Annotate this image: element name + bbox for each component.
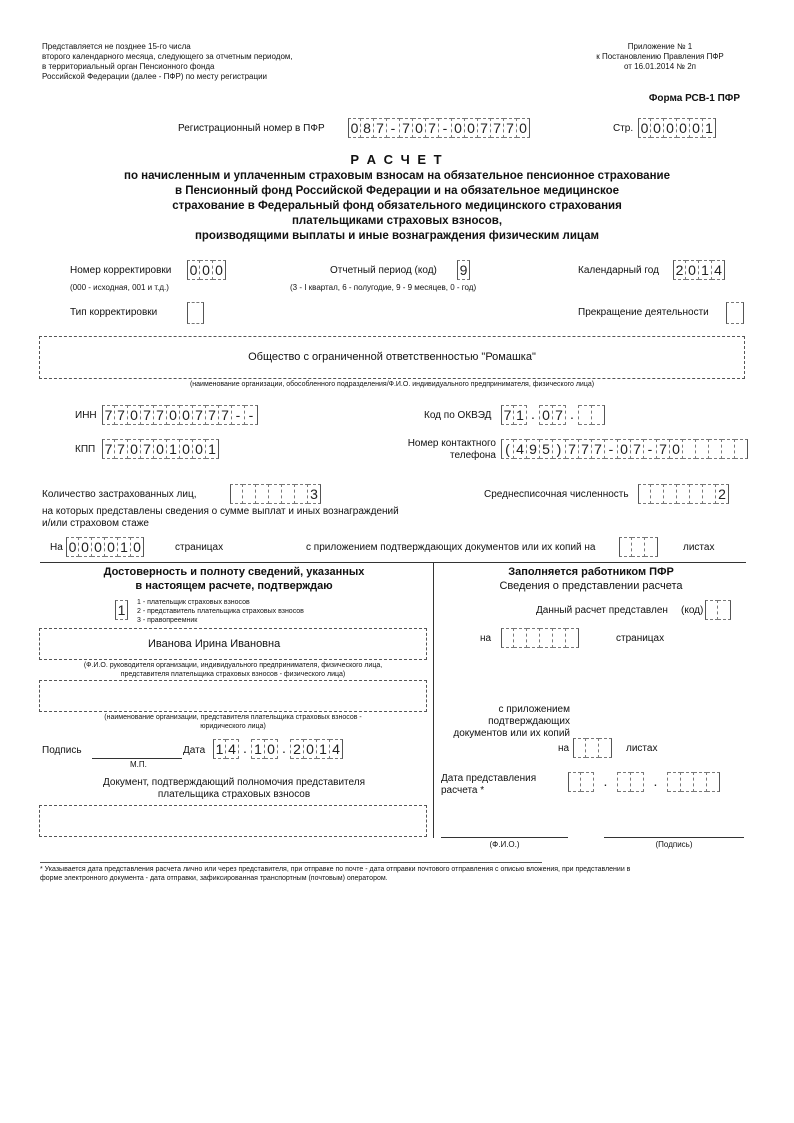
submission-date-dot: . xyxy=(594,772,618,792)
phone-cell: 0 xyxy=(618,439,631,459)
submission-notice xyxy=(42,42,372,82)
pfr-block-title: Заполняется работником ПФР xyxy=(508,566,674,578)
registration-cell: 7 xyxy=(400,118,413,138)
average-headcount-cell xyxy=(638,484,651,504)
termination-cell[interactable] xyxy=(726,302,744,322)
submission-date-cell xyxy=(668,772,681,792)
report-period-cell: 9 xyxy=(457,260,470,280)
phone-cell: 4 xyxy=(514,439,527,459)
date-cell: 1 xyxy=(317,739,330,759)
pages-cell: 0 xyxy=(79,537,92,557)
page-cell: 0 xyxy=(664,118,677,138)
registration-cell: 0 xyxy=(413,118,426,138)
insured-count-cell xyxy=(269,484,282,504)
submission-date-cell xyxy=(694,772,707,792)
year-cell: 4 xyxy=(712,260,725,280)
year-cell: 0 xyxy=(686,260,699,280)
date-cell: 4 xyxy=(226,739,239,759)
page-label: Стр. xyxy=(613,123,634,134)
termination-box xyxy=(726,302,744,324)
pfr-attachments-prefix: на xyxy=(558,743,570,754)
signer-name-field[interactable] xyxy=(39,628,427,660)
okved-cell: 7 xyxy=(501,405,514,425)
registration-cell: 0 xyxy=(452,118,465,138)
pfr-pages-prefix: на xyxy=(480,633,492,644)
pfr-pages-cells[interactable] xyxy=(501,628,579,648)
authority-document-title xyxy=(40,777,428,801)
kpp-cell: 7 xyxy=(141,439,154,459)
submission-date-cell xyxy=(707,772,720,792)
inn-cell: 7 xyxy=(102,405,115,425)
signature-label: Подпись xyxy=(42,745,82,756)
date-cell: 4 xyxy=(330,739,343,759)
submission-method-cells[interactable] xyxy=(705,600,731,620)
pfr-pages-cell xyxy=(553,628,566,648)
registration-cell: - xyxy=(387,118,400,138)
pfr-pages-cell xyxy=(540,628,553,648)
phone-cell xyxy=(722,439,735,459)
average-headcount-cell xyxy=(651,484,664,504)
kpp-cell: 0 xyxy=(154,439,167,459)
pfr-pages-cell xyxy=(566,628,579,648)
submission-date-cell xyxy=(568,772,581,792)
pfr-attachments-cell xyxy=(586,738,599,758)
attachments-cell xyxy=(645,537,658,557)
pages-suffix: страницах xyxy=(175,542,224,553)
subtitle-line: в Пенсионный фонд Российской Федерации и на обязательное медицинское xyxy=(174,185,620,197)
inn-cell: 0 xyxy=(167,405,180,425)
page-cell: 0 xyxy=(677,118,690,138)
signer-option: 2 - представитель плательщика страховых взносов xyxy=(137,608,304,615)
inn-cell: 0 xyxy=(180,405,193,425)
okved-cell xyxy=(579,405,592,425)
submission-date-cell xyxy=(631,772,644,792)
confirmation-title-line: Достоверность и полноту сведений, указанных xyxy=(103,566,365,578)
authority-document-field[interactable] xyxy=(39,805,427,837)
confirmation-title-line: в настоящем расчете, подтверждаю xyxy=(135,580,333,592)
inn-cell: - xyxy=(232,405,245,425)
pfr-pages-cell xyxy=(514,628,527,648)
report-period-cells[interactable] xyxy=(457,260,470,280)
pfr-attachments-line: документов или их копий xyxy=(453,728,570,739)
inn-cell: 7 xyxy=(115,405,128,425)
phone-cell: - xyxy=(644,439,657,459)
phone-cell: 9 xyxy=(527,439,540,459)
inn-cell: 0 xyxy=(128,405,141,425)
pages-cell: 0 xyxy=(105,537,118,557)
signer-option: 1 - плательщик страховых взносов xyxy=(137,599,250,606)
notice-line: второго календарного месяца, следующего за отчетным периодом, xyxy=(42,52,293,61)
average-headcount-cell xyxy=(703,484,716,504)
okved-cell xyxy=(592,405,605,425)
signer-type-options xyxy=(137,598,304,625)
signer-type-value: 1 xyxy=(115,600,128,620)
pfr-pages-suffix: страницах xyxy=(616,633,665,644)
subtitle-line: производящими выплаты и иные вознаграждения физическим лицам xyxy=(194,230,600,242)
phone-label-line: телефона xyxy=(450,450,496,461)
phone-cell xyxy=(709,439,722,459)
pfr-attachments-cell xyxy=(573,738,586,758)
termination-label: Прекращение деятельности xyxy=(578,307,709,318)
pages-cell: 0 xyxy=(66,537,79,557)
phone-cells[interactable] xyxy=(501,439,748,459)
signer-hint-line: представителя плательщика страховых взносов - физического лица) xyxy=(120,671,346,678)
kpp-cell: 7 xyxy=(115,439,128,459)
signer-name: Иванова Ирина Ивановна xyxy=(148,638,281,650)
appendix-line: от 16.01.2014 № 2п xyxy=(623,62,696,71)
date-cell: 1 xyxy=(213,739,226,759)
calendar-year-label: Календарный год xyxy=(578,265,659,276)
signature-line[interactable] xyxy=(92,758,182,759)
insured-count-cell xyxy=(295,484,308,504)
insured-count-line: и/или страховом стаже xyxy=(42,518,149,529)
pfr-block-subtitle: Сведения о представлении расчета xyxy=(499,580,683,592)
section-divider xyxy=(40,562,746,563)
inn-cells[interactable] xyxy=(102,405,258,425)
pfr-attachments-line: подтверждающих xyxy=(488,716,570,727)
date-cell: 1 xyxy=(252,739,265,759)
phone-cell: ( xyxy=(501,439,514,459)
registration-cell: 7 xyxy=(426,118,439,138)
pages-cell: 0 xyxy=(92,537,105,557)
registration-cell: 8 xyxy=(361,118,374,138)
submitted-label: Данный расчет представлен xyxy=(536,605,668,616)
subtitle-line: по начисленным и уплаченным страховым взносам на обязательное пенсионное страхование xyxy=(124,170,670,182)
page-cell: 0 xyxy=(638,118,651,138)
organization-name-field[interactable] xyxy=(39,336,745,379)
phone-cell xyxy=(735,439,748,459)
attachments-cells[interactable] xyxy=(619,537,658,557)
date-cell: 0 xyxy=(304,739,317,759)
submission-date-cell xyxy=(681,772,694,792)
registration-number-cells[interactable] xyxy=(348,118,530,138)
attachments-label: с приложением подтверждающих документов или их копий на xyxy=(306,542,596,553)
representative-org-field[interactable] xyxy=(39,680,427,712)
report-period-hint: (3 - I квартал, 6 - полугодие, 9 - 9 месяцев, 0 - год) xyxy=(290,283,477,292)
insured-count-cell xyxy=(243,484,256,504)
notice-line: в территориальный орган Пенсионного фонда xyxy=(42,62,215,71)
form-name: Форма РСВ-1 ПФР xyxy=(648,93,740,104)
notice-line: Российской Федерации (далее - ПФР) по месту регистрации xyxy=(42,72,268,81)
inn-cell: 7 xyxy=(193,405,206,425)
correction-number-label: Номер корректировки xyxy=(70,265,172,276)
pfr-attachments-suffix: листах xyxy=(626,743,658,754)
registration-cell: - xyxy=(439,118,452,138)
okved-dot: . xyxy=(566,405,579,425)
average-headcount-cell xyxy=(664,484,677,504)
kpp-cell: 0 xyxy=(128,439,141,459)
report-period-label: Отчетный период (код) xyxy=(330,265,437,276)
signer-hint-line: (Ф.И.О. руководителя организации, индивидуального предпринимателя, физического лица, xyxy=(83,662,383,669)
phone-cell: 5 xyxy=(540,439,553,459)
okved-label: Код по ОКВЭД xyxy=(424,410,492,421)
page-number-cells[interactable] xyxy=(638,118,716,138)
insured-count-cell: 3 xyxy=(308,484,321,504)
insured-count-cell xyxy=(282,484,295,504)
phone-cell: 7 xyxy=(631,439,644,459)
inn-cell: 7 xyxy=(141,405,154,425)
authority-document-line: плательщика страховых взносов xyxy=(157,789,311,800)
pfr-fio-label: (Ф.И.О.) xyxy=(489,840,520,849)
representative-hint-line: (наименование организации, представителя плательщика страховых взносов - xyxy=(104,714,362,721)
okved-cell: 0 xyxy=(540,405,553,425)
pages-cell: 0 xyxy=(131,537,144,557)
kpp-label: КПП xyxy=(75,444,96,455)
page-cell: 0 xyxy=(651,118,664,138)
okved-cell: 7 xyxy=(553,405,566,425)
okved-cells[interactable] xyxy=(501,405,605,425)
footnote-line: * Указывается дата представления расчета лично или через представителя, при отправке по почте - дата отправки почтового отправления с описью вложения, при представлении в xyxy=(40,866,631,873)
registration-cell: 7 xyxy=(374,118,387,138)
footnote-divider xyxy=(40,862,542,863)
date-cell: 2 xyxy=(291,739,304,759)
correction-cell: 0 xyxy=(200,260,213,280)
average-headcount-label: Среднесписочная численность xyxy=(484,489,629,500)
appendix-reference xyxy=(560,42,760,72)
attachments-suffix: листах xyxy=(683,542,715,553)
attachments-cell xyxy=(619,537,632,557)
subtitle-line: плательщиками страховых взносов, xyxy=(291,215,503,227)
registration-cell: 7 xyxy=(504,118,517,138)
date-label: Дата xyxy=(183,745,206,756)
pages-prefix: На xyxy=(50,542,63,553)
pfr-attachments-label xyxy=(440,704,570,740)
okved-dot: . xyxy=(527,405,540,425)
representative-hint-line: юридического лица) xyxy=(200,723,266,730)
inn-label: ИНН xyxy=(75,410,97,421)
pages-cell: 1 xyxy=(118,537,131,557)
phone-cell: 0 xyxy=(670,439,683,459)
submission-date-label xyxy=(441,773,536,797)
okved-cell: 1 xyxy=(514,405,527,425)
pfr-pages-cell xyxy=(501,628,514,648)
correction-cell: 0 xyxy=(187,260,200,280)
signer-name-hint xyxy=(39,661,427,679)
phone-label-line: Номер контактного xyxy=(407,438,496,449)
pfr-attachments-cell xyxy=(599,738,612,758)
date-dot: . xyxy=(239,739,252,759)
inn-cell: - xyxy=(245,405,258,425)
kpp-cell: 0 xyxy=(180,439,193,459)
column-divider xyxy=(433,562,434,838)
submission-method-cell xyxy=(705,600,718,620)
submission-method-cell xyxy=(718,600,731,620)
representative-org-hint xyxy=(39,713,427,731)
registration-label: Регистрационный номер в ПФР xyxy=(178,123,325,134)
phone-cell xyxy=(683,439,696,459)
average-headcount-cell xyxy=(690,484,703,504)
subtitle-line: страхование в Федеральный фонд обязательного медицинского страхования xyxy=(172,200,622,212)
insured-count-line: на которых представлены сведения о сумме выплат и иных вознаграждений xyxy=(42,506,399,517)
pfr-pages-cell xyxy=(527,628,540,648)
registration-cell: 0 xyxy=(465,118,478,138)
insured-count-cells[interactable] xyxy=(230,484,321,504)
kpp-cell: 0 xyxy=(193,439,206,459)
calendar-year-cells[interactable] xyxy=(673,260,725,280)
phone-label xyxy=(386,438,496,462)
correction-type-label: Тип корректировки xyxy=(70,307,158,318)
pfr-attachments-line: с приложением xyxy=(498,704,570,715)
average-headcount-cell xyxy=(677,484,690,504)
phone-cell: 7 xyxy=(657,439,670,459)
insured-count-cell xyxy=(230,484,243,504)
form-subtitle xyxy=(40,169,754,244)
phone-cell: - xyxy=(605,439,618,459)
form-title: Р А С Ч Е Т xyxy=(350,152,444,167)
phone-cell: 7 xyxy=(579,439,592,459)
submission-date-cell xyxy=(618,772,631,792)
correction-cell: 0 xyxy=(213,260,226,280)
year-cell: 1 xyxy=(699,260,712,280)
inn-cell: 7 xyxy=(219,405,232,425)
registration-cell: 0 xyxy=(348,118,361,138)
correction-hint: (000 - исходная, 001 и т.д.) xyxy=(70,283,169,292)
pfr-fio-line[interactable] xyxy=(441,837,568,838)
stamp-label: М.П. xyxy=(130,760,147,769)
insured-count-line: Количество застрахованных лиц, xyxy=(42,489,197,500)
correction-number-cells[interactable] xyxy=(187,260,226,280)
correction-type-cell[interactable] xyxy=(187,302,204,322)
page-cell: 1 xyxy=(703,118,716,138)
submission-date-line: Дата представления xyxy=(441,773,537,784)
notice-line: Представляется не позднее 15-го числа xyxy=(42,42,191,51)
page-cell: 0 xyxy=(690,118,703,138)
submission-date-line: расчета * xyxy=(441,785,485,796)
footnote-line: форме электронного документа - дата отправки, зафиксированная транспортным (почтовым) оператором. xyxy=(40,875,388,882)
inn-cell: 7 xyxy=(154,405,167,425)
phone-cell: 7 xyxy=(592,439,605,459)
organization-name: Общество с ограниченной ответственностью "Ромашка" xyxy=(248,351,536,363)
average-headcount-cells[interactable] xyxy=(638,484,729,504)
organization-hint: (наименование организации, обособленного подразделения/Ф.И.О. индивидуального предпринимателя, физического лица) xyxy=(189,381,595,388)
kpp-cell: 7 xyxy=(102,439,115,459)
authority-document-line: Документ, подтверждающий полномочия представителя xyxy=(103,777,365,788)
date-cell: 0 xyxy=(265,739,278,759)
signature-date-cells[interactable] xyxy=(213,739,343,759)
phone-cell: 7 xyxy=(566,439,579,459)
phone-cell: ) xyxy=(553,439,566,459)
submission-date-cells[interactable] xyxy=(568,772,720,792)
pages-count-cells[interactable] xyxy=(66,537,144,557)
year-cell: 2 xyxy=(673,260,686,280)
kpp-cell: 1 xyxy=(167,439,180,459)
footnote xyxy=(40,865,750,883)
phone-cell xyxy=(696,439,709,459)
correction-type-box xyxy=(187,302,204,324)
signer-type-cell[interactable] xyxy=(115,600,128,620)
date-dot: . xyxy=(278,739,291,759)
kpp-cells[interactable] xyxy=(102,439,219,459)
registration-cell: 7 xyxy=(478,118,491,138)
appendix-line: Приложение № 1 xyxy=(627,42,693,51)
kpp-cell: 1 xyxy=(206,439,219,459)
registration-cell: 0 xyxy=(517,118,530,138)
submission-date-cell xyxy=(581,772,594,792)
average-headcount-cell: 2 xyxy=(716,484,729,504)
pfr-attachments-cells[interactable] xyxy=(573,738,612,758)
insured-count-cell xyxy=(256,484,269,504)
pfr-signature-label: (Подпись) xyxy=(655,840,693,849)
signer-option: 3 - правопреемник xyxy=(137,617,198,624)
submitted-code-label: (код) xyxy=(681,605,704,616)
attachments-cell xyxy=(632,537,645,557)
appendix-line: к Постановлению Правления ПФР xyxy=(596,52,724,61)
confirmation-title xyxy=(40,565,428,593)
pfr-signature-line[interactable] xyxy=(604,837,744,838)
submission-date-dot: . xyxy=(644,772,668,792)
registration-cell: 7 xyxy=(491,118,504,138)
inn-cell: 7 xyxy=(206,405,219,425)
